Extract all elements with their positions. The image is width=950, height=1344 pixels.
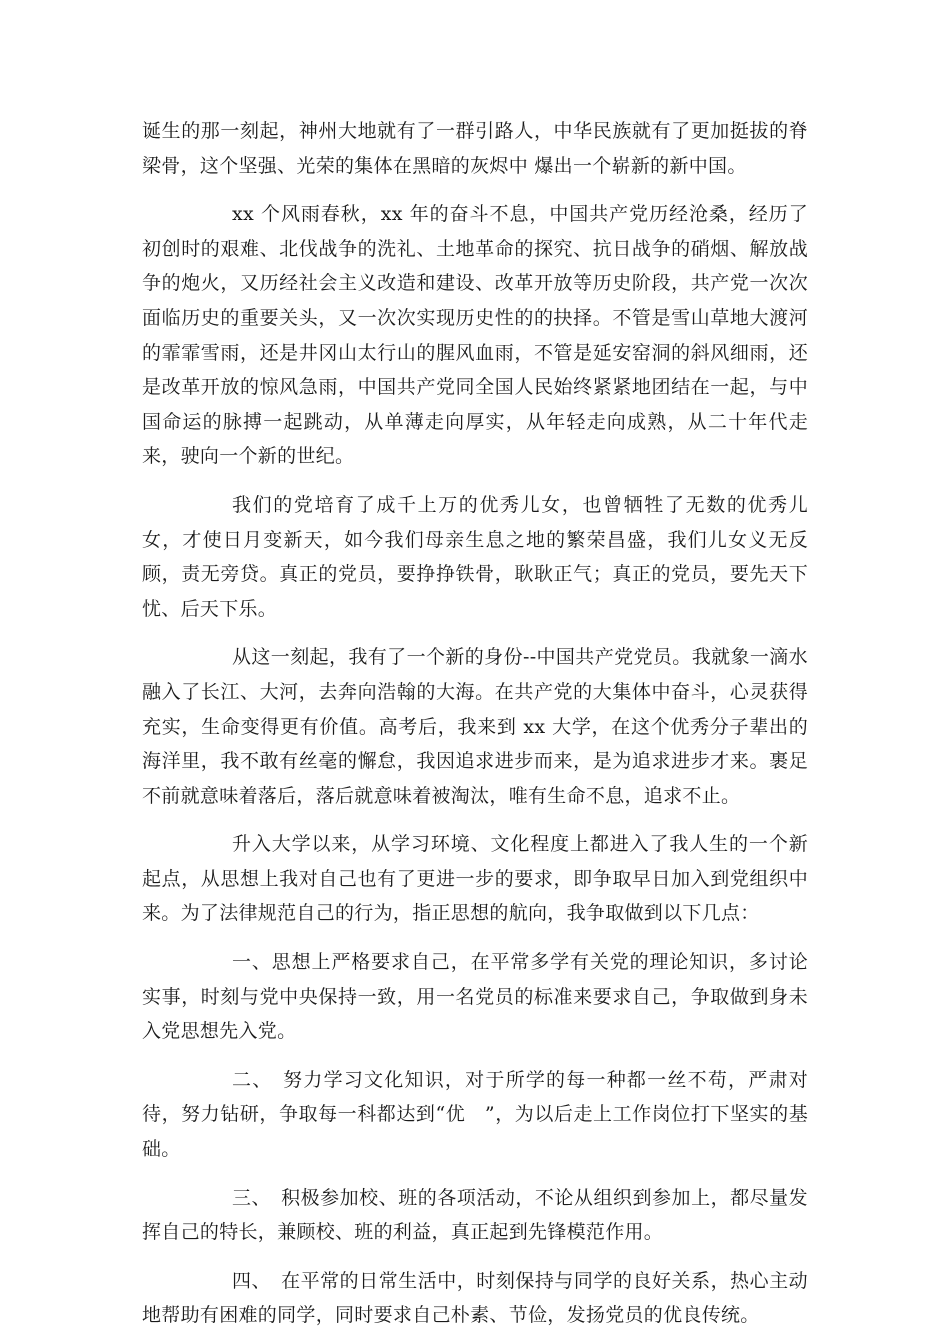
list-item-4: 四、 在平常的日常生活中，时刻保持与同学的良好关系，热心主动地帮助有困难的同学，同时要求自己朴素、节俭，发扬党员的优良传统。 <box>142 1269 808 1327</box>
paragraph-4: 从这一刻起，我有了一个新的身份--中国共产党党员。我就象一滴水融入了长江、大河，去奔向浩翰的大海。在共产党的大集体中奋斗，心灵获得充实，生命变得更有价值。高考后，我来到 xx 大学，在这个优秀分子辈出的海洋里，我不敢有丝毫的懈怠，我因追求进步而来，是为追求进步才来。裹足不前就意味着落后，落后就意味着被淘汰，唯有生命不息，追求不止。 <box>142 646 808 807</box>
list-item-3: 三、 积极参加校、班的各项活动，不论从组织到参加上，都尽量发挥自己的特长，兼顾校、班的利益，真正起到先锋模范作用。 <box>142 1186 808 1244</box>
paragraph-2: xx 个风雨春秋，xx 年的奋斗不息，中国共产党历经沧桑，经历了初创时的艰难、北伐战争的洗礼、土地革命的探究、抗日战争的硝烟、解放战争的炮火，又历经社会主义改造和建设、改革开放等历史阶段，共产党一次次面临历史的重要关头，又一次次实现历史性的的抉择。不管是雪山草地大渡河的霏霏雪雨，还是井冈山太行山的腥风血雨，不管是延安窑洞的斜风细雨，还是改革开放的惊风急雨，中国共产党同全国人民始终紧紧地团结在一起，与中国命运的脉搏一起跳动，从单薄走向厚实，从年轻走向成熟，从二十年代走来，驶向一个新的世纪。 <box>142 203 808 468</box>
list-item-2: 二、 努力学习文化知识，对于所学的每一种都一丝不苟，严肃对待，努力钻研，争取每一科都达到“优 ”，为以后走上工作岗位打下坚实的基础。 <box>142 1068 808 1161</box>
paragraph-3: 我们的党培育了成千上万的优秀儿女，也曾牺牲了无数的优秀儿女，才使日月变新天，如今我们母亲生息之地的繁荣昌盛，我们儿女义无反顾，责无旁贷。真正的党员，要挣挣铁骨，耿耿正气；真正的党员，要先天下忧、后天下乐。 <box>142 493 808 620</box>
paragraph-5: 升入大学以来，从学习环境、文化程度上都进入了我人生的一个新起点，从思想上我对自己也有了更进一步的要求，即争取早日加入到党组织中来。为了法律规范自己的行为，指正思想的航向，我争取做到以下几点： <box>142 833 808 925</box>
list-item-1: 一、思想上严格要求自己，在平常多学有关党的理论知识，多讨论实事，时刻与党中央保持一致，用一名党员的标准来要求自己，争取做到身未入党思想先入党。 <box>142 951 808 1043</box>
paragraph-1: 诞生的那一刻起，神州大地就有了一群引路人，中华民族就有了更加挺拔的脊梁骨，这个坚强、光荣的集体在黑暗的灰烬中 爆出一个崭新的新中国。 <box>142 120 808 177</box>
document-body <box>142 114 808 1333</box>
